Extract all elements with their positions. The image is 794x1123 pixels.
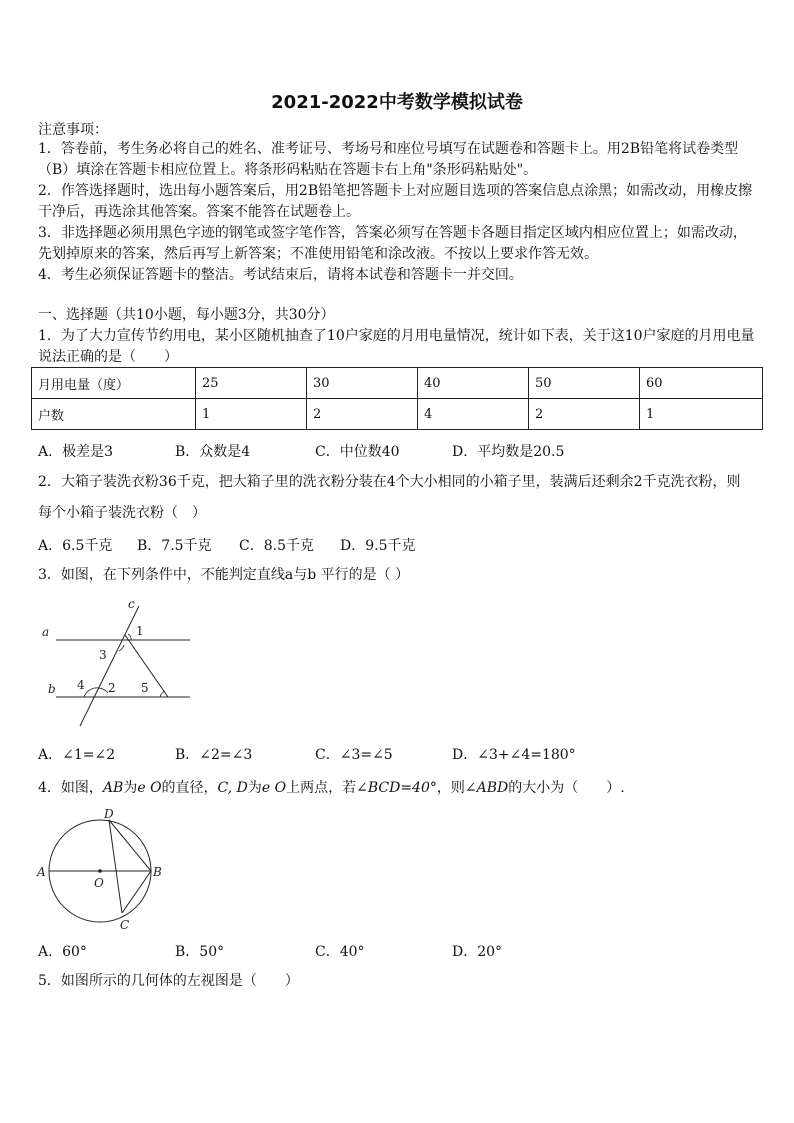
label-a: a [42,625,50,639]
option-d: D．∠3+∠4=180° [452,747,576,763]
question-5-stem: 5．如图所示的几何体的左视图是（ ） [38,973,299,989]
circle-figure [36,806,176,936]
center-point [98,869,102,873]
notice-item-2: 2．作答选择题时，选出每小题答案后，用2B铅笔把答题卡上对应题目选项的答案信息点涂黑；如需改动，用橡皮擦干净后，再选涂其他答案。答案不能答在试题卷上。 [38,183,753,220]
label-1: 1 [136,624,144,638]
line-c [80,606,139,726]
label-b: b [48,682,56,696]
table-cell: 户数 [32,399,196,430]
q4-text: 的直径， [161,780,218,796]
option-a: A．6.5千克 [38,538,113,554]
label-d: D [104,807,114,821]
q4-circle-o: e O [137,780,162,796]
label-b: B [153,865,162,879]
table-cell: 4 [418,399,529,430]
label-o: O [94,876,104,890]
question-3-stem: 3．如图，在下列条件中，不能判定直线a与b 平行的是（ ） [38,567,410,583]
option-b: B．∠2=∠3 [175,747,253,763]
notice-heading: 注意事项： [38,122,108,138]
q4-ask: ∠ABD [464,780,509,796]
label-2: 2 [108,681,116,695]
option-c: C．∠3=∠5 [315,747,393,763]
option-b: B．7.5千克 [137,538,212,554]
label-4: 4 [77,678,85,692]
notice-item-3: 3．非选择题必须用黑色字迹的钢笔或签字笔作答，答案必须写在答题卡各题目指定区域内相应位置上；如需改动，先划掉原来的答案，然后再写上新答案；不准使用铅笔和涂改液。不按以上要求作答无效。 [38,225,747,262]
q4-condition: ∠BCD=40° [356,780,437,796]
page-title: 2021-2022中考数学模拟试卷 [271,92,523,113]
option-d: D．20° [452,944,503,960]
section-heading: 一、选择题（共10小题，每小题3分，共30分） [38,307,335,323]
question-1-stem: 1．为了大力宣传节约用电，某小区随机抽查了10户家庭的月用电量情况，统计如下表，关于这10户家庭的月用电量说法正确的是（ ） [38,328,755,365]
q4-ab: AB [102,780,124,796]
table-cell: 1 [196,399,307,430]
table-cell: 50 [529,368,640,399]
question-2-stem-line1: 2．大箱子装洗衣粉36千克，把大箱子里的洗衣粉分装在4个大小相同的小箱子里，装满后还剩余2千克洗衣粉，则 [38,474,741,490]
label-5: 5 [141,681,149,695]
option-c: C．中位数40 [315,444,400,460]
table-row [32,368,763,399]
angle-1-arc [128,634,131,640]
label-3: 3 [99,648,107,662]
q4-text: 的大小为（ ）. [508,780,625,796]
question-2-stem-line2: 每个小箱子装洗衣粉（ ） [38,505,206,521]
table-cell: 60 [640,368,763,399]
notice-item-4: 4．考生必须保证答题卡的整洁。考试结束后，请将本试卷和答题卡一并交回。 [38,267,523,283]
electricity-table [31,367,763,430]
option-c: C．8.5千克 [239,538,314,554]
option-a: A．60° [38,944,87,960]
option-d: D．平均数是20.5 [452,444,565,460]
question-4-stem [38,779,625,797]
q4-text: 4．如图， [38,780,103,796]
option-b: B．50° [175,944,225,960]
option-a: A．∠1=∠2 [38,747,116,763]
table-cell: 2 [529,399,640,430]
option-b: B．众数是4 [175,444,251,460]
label-c: C [120,918,130,932]
table-cell: 25 [196,368,307,399]
option-c: C．40° [315,944,365,960]
q4-text: 为 [123,780,138,796]
table-cell: 30 [307,368,418,399]
label-c: c [128,597,135,611]
option-a: A．极差是3 [38,444,114,460]
notice-item-1: 1．答卷前，考生务必将自己的姓名、准考证号、考场号和座位号填写在试题卷和答题卡上。用2B铅笔将试卷类型（B）填涂在答题卡相应位置上。将条形码粘贴在答题卡右上角"条形码粘贴处"。 [38,141,739,178]
table-cell: 月用电量（度） [32,368,196,399]
table-cell: 1 [640,399,763,430]
q4-text: 上两点，若 [286,780,357,796]
table-row [32,399,763,430]
q4-circle-o: e O [261,780,287,796]
label-a: A [37,865,46,879]
table-cell: 40 [418,368,529,399]
q4-text: 为 [247,780,262,796]
q4-text: ，则 [436,780,465,796]
table-cell: 2 [307,399,418,430]
q4-cd: C, D [217,780,248,796]
option-d: D．9.5千克 [340,538,416,554]
parallel-lines-figure [38,596,238,726]
